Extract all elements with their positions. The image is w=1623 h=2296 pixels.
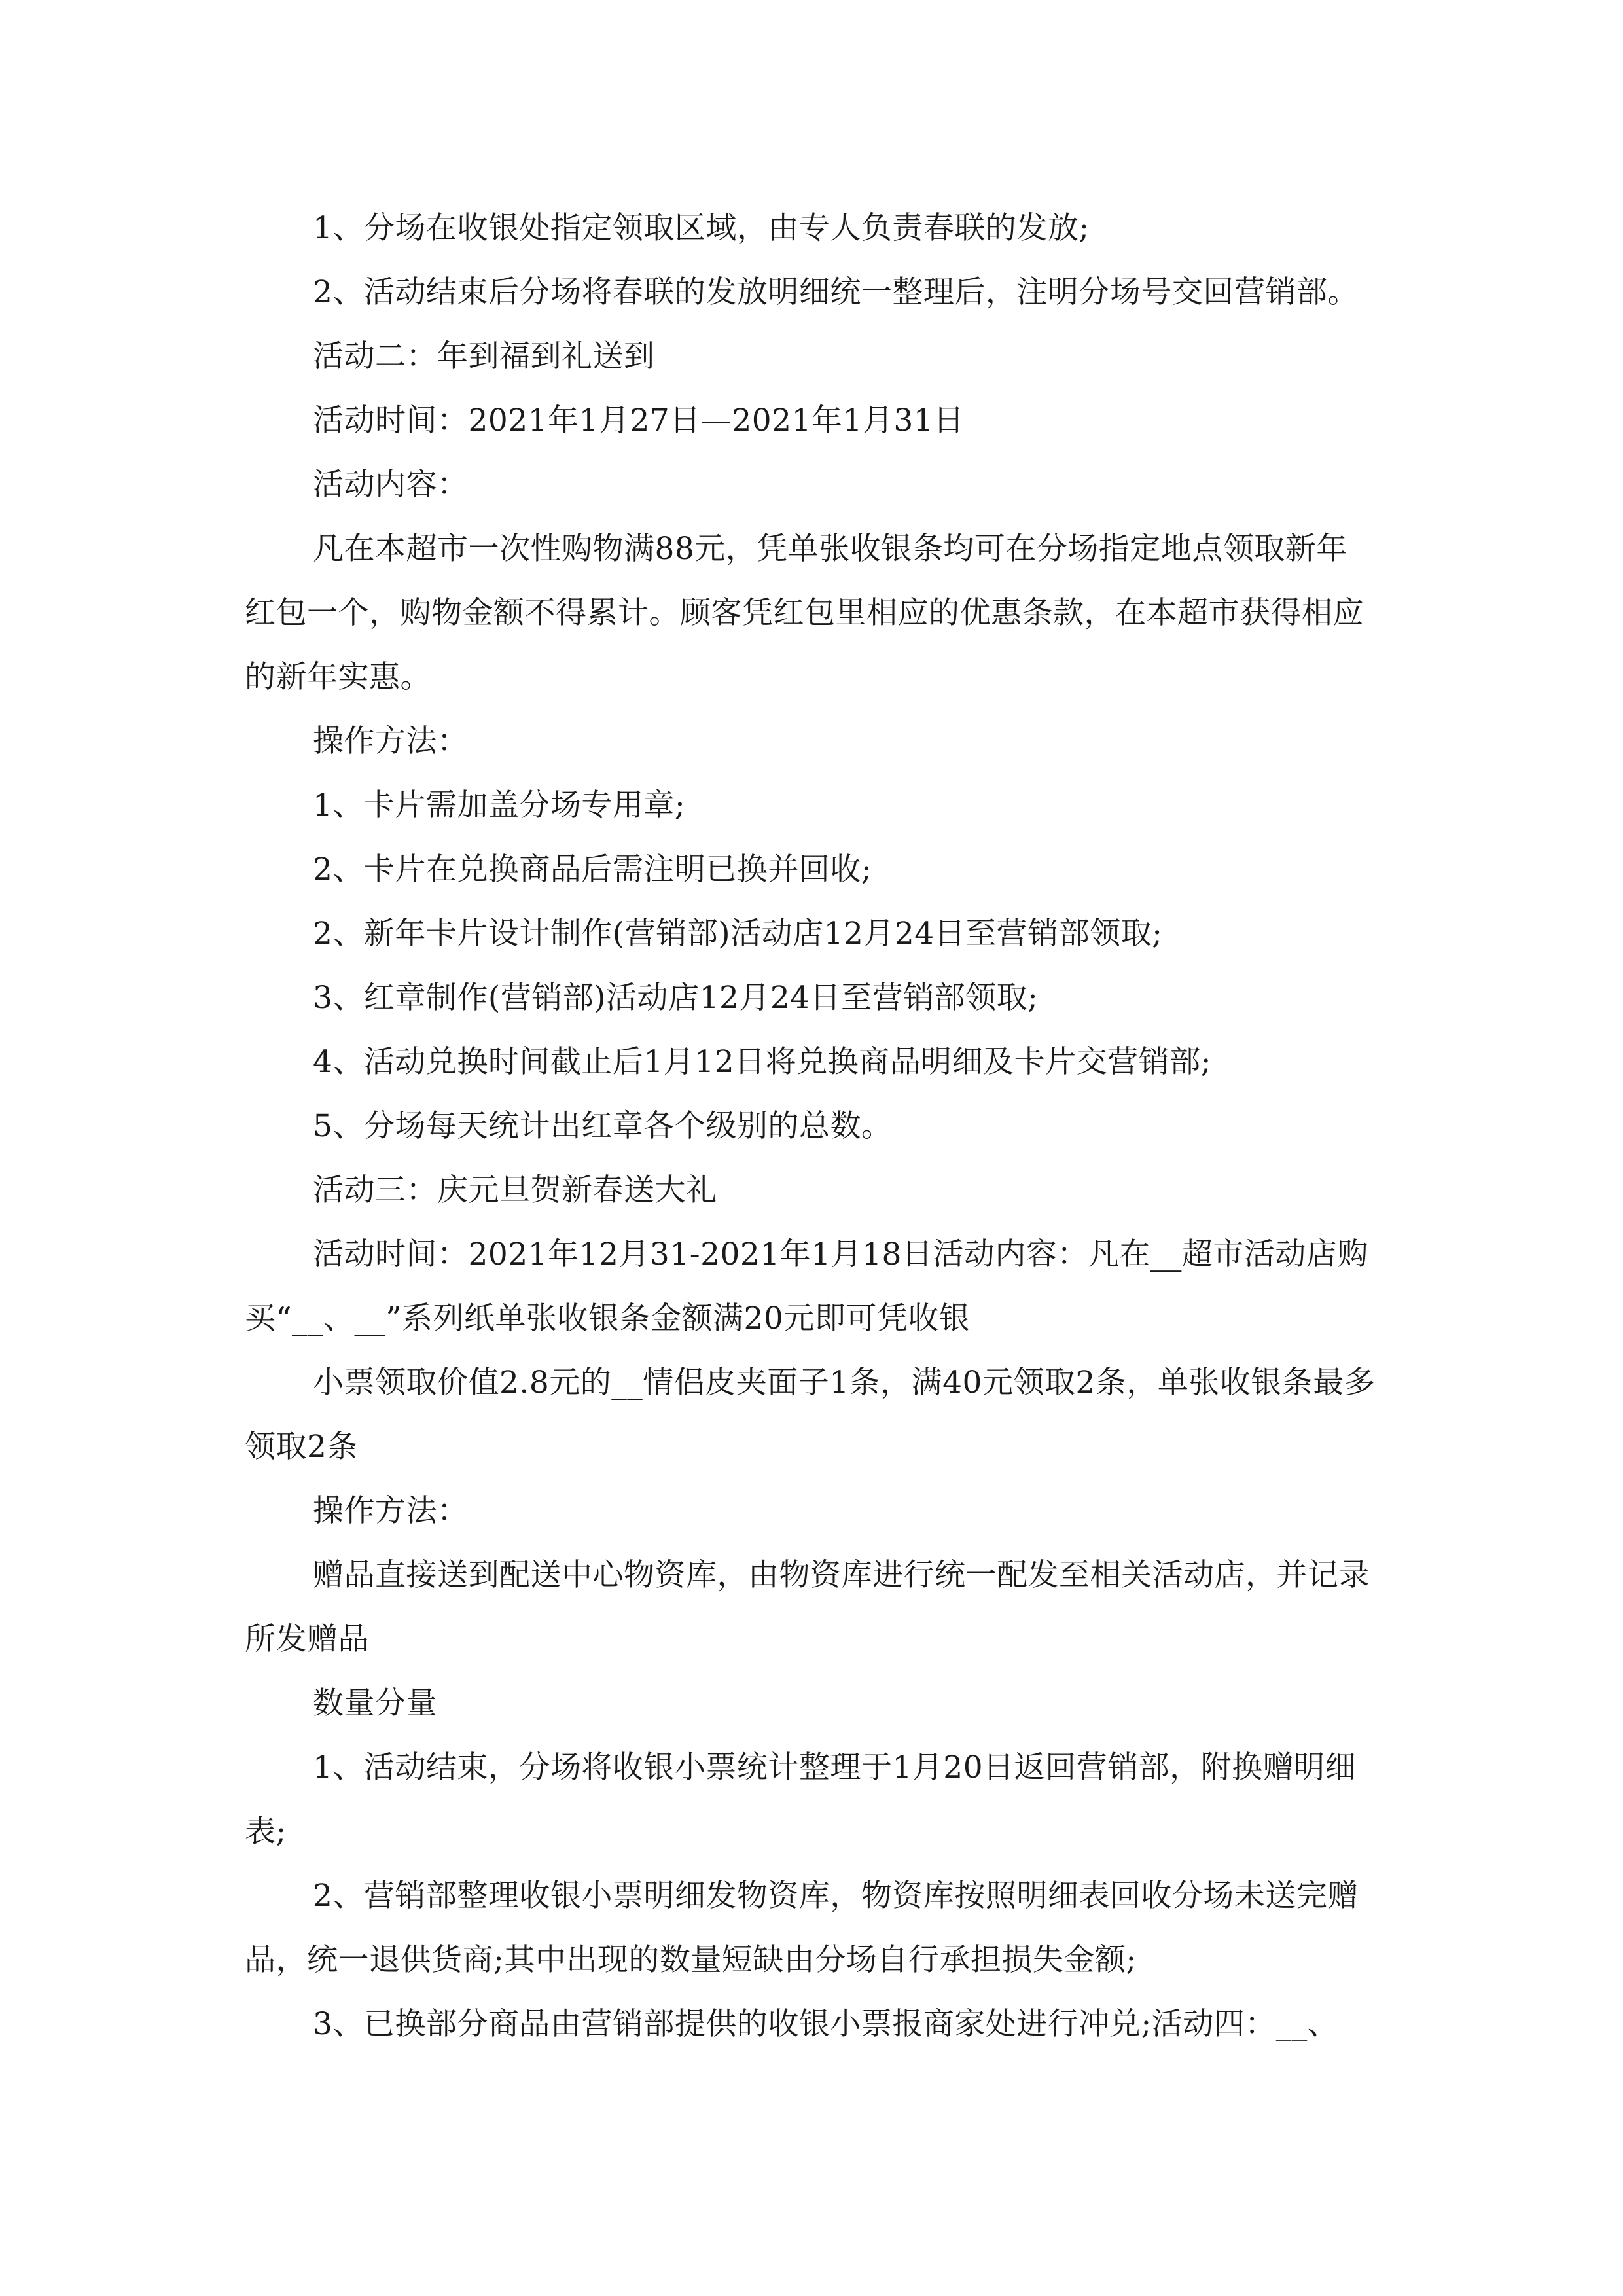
- activity-2-step-4: 3、红章制作(营销部)活动店12月24日至营销部领取;: [313, 980, 1039, 1016]
- activity-3-heading: 活动三：庆元旦贺新春送大礼: [313, 1172, 717, 1208]
- activity-2-method-label: 操作方法：: [313, 723, 469, 759]
- activity-2-heading: 活动二：年到福到礼送到: [313, 338, 655, 374]
- activity-2-step-2: 2、卡片在兑换商品后需注明已换并回收;: [313, 852, 872, 888]
- activity-3-quantity-label: 数量分量: [313, 1685, 437, 1721]
- activity-3-time-content: 活动时间：2021年12月31-2021年1月18日活动内容：凡在__超市活动店购买“__、__”系列纸单张收银条金额满20元即可凭收银: [245, 1236, 1368, 1336]
- activity-2-content: 凡在本超市一次性购物满88元，凭单张收银条均可在分场指定地点领取新年红包一个，购物金额不得累计。顾客凭红包里相应的优惠条款，在本超市获得相应的新年实惠。: [245, 531, 1364, 695]
- activity-3-gift-delivery: 赠品直接送到配送中心物资库，由物资库进行统一配发至相关活动店，并记录所发赠品: [245, 1557, 1370, 1657]
- activity-2-step-3: 2、新年卡片设计制作(营销部)活动店12月24日至营销部领取;: [313, 916, 1163, 952]
- activity-2-step-5: 4、活动兑换时间截止后1月12日将兑换商品明细及卡片交营销部;: [313, 1044, 1211, 1080]
- activity-2-step-1: 1、卡片需加盖分场专用章;: [313, 787, 686, 823]
- activity-2-time: 活动时间：2021年1月27日—2021年1月31日: [313, 403, 965, 439]
- activity-2-step-6: 5、分场每天统计出红章各个级别的总数。: [313, 1108, 893, 1144]
- activity-3-step-1: 1、活动结束，分场将收银小票统计整理于1月20日返回营销部，附换赠明细表;: [245, 1749, 1357, 1850]
- activity-3-ticket-rule: 小票领取价值2.8元的__情侣皮夹面子1条，满40元领取2条，单张收银条最多领取2条: [245, 1365, 1376, 1465]
- paragraph-2: 2、活动结束后分场将春联的发放明细统一整理后，注明分场号交回营销部。: [313, 274, 1359, 310]
- paragraph-1: 1、分场在收银处指定领取区域，由专人负责春联的发放;: [313, 210, 1090, 246]
- activity-3-method-label: 操作方法：: [313, 1493, 469, 1529]
- document-body: [245, 196, 1378, 2056]
- activity-2-content-label: 活动内容：: [313, 467, 469, 503]
- activity-3-step-3: 3、已换部分商品由营销部提供的收银小票报商家处进行冲兑;活动四：__、: [313, 2006, 1339, 2042]
- activity-3-step-2: 2、营销部整理收银小票明细发物资库，物资库按照明细表回收分场未送完赠品，统一退供货商;其中出现的数量短缺由分场自行承担损失金额;: [245, 1878, 1359, 1978]
